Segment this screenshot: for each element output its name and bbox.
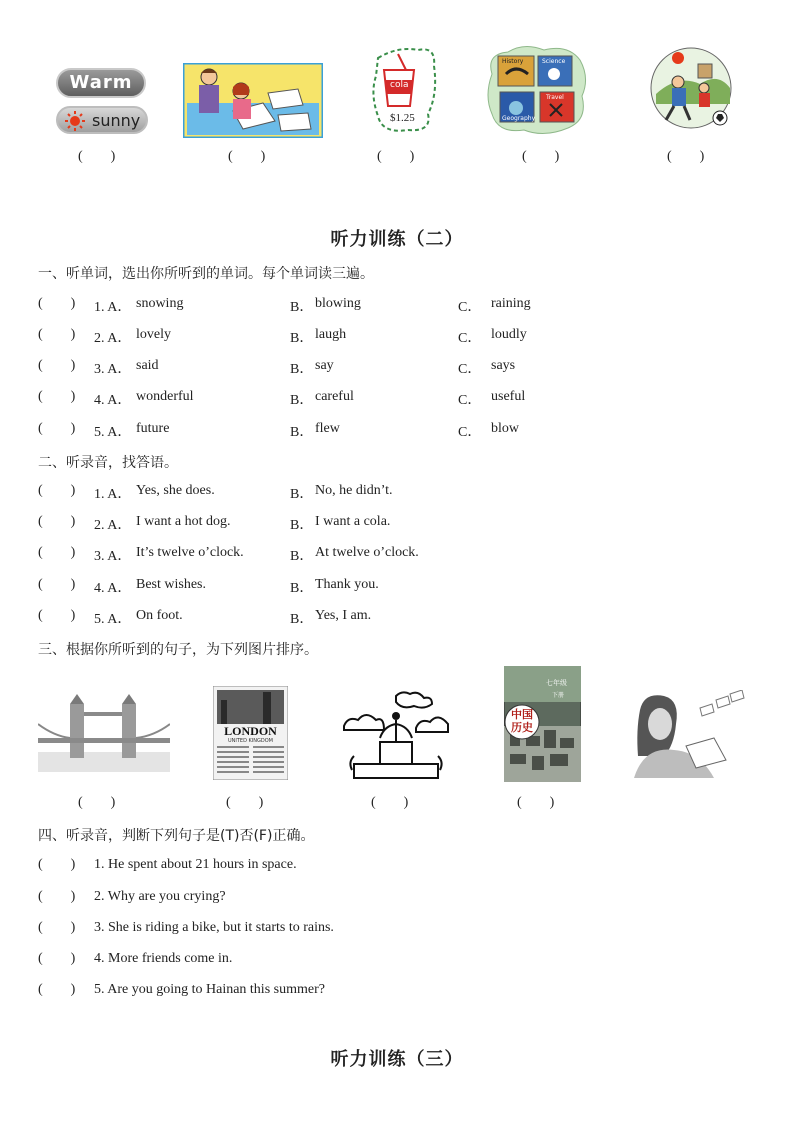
option-b: No, he didn’t. (315, 483, 393, 498)
answer-blank-top-5[interactable]: ( ) (667, 149, 705, 164)
answer-blank-top-3[interactable]: ( ) (377, 149, 415, 164)
option-b-label: B． (290, 581, 314, 596)
sun-icon (64, 110, 86, 132)
answer-blank[interactable]: ( ) (38, 389, 76, 404)
question-number: 5. A． (94, 425, 132, 440)
answer-blank[interactable]: ( ) (38, 920, 76, 935)
option-b-label: B． (290, 331, 314, 346)
answer-blank[interactable]: ( ) (38, 545, 76, 560)
option-a: It’s twelve o’clock. (136, 545, 244, 560)
option-b: careful (315, 389, 354, 404)
s1-question-4 (38, 389, 758, 409)
option-c-label: C． (458, 300, 482, 315)
option-b: Yes, I am. (315, 608, 372, 623)
question-number: 4. A． (94, 393, 132, 408)
option-c: says (491, 358, 516, 373)
answer-blank[interactable]: ( ) (38, 608, 76, 623)
option-a: I want a hot dog. (136, 514, 231, 529)
tower-bridge-picture (38, 694, 170, 772)
fountain-illustration (340, 690, 452, 782)
answer-blank[interactable]: ( ) (38, 577, 76, 592)
answer-blank[interactable]: ( ) (38, 483, 76, 498)
answer-blank[interactable]: ( ) (38, 358, 76, 373)
option-b-label: B． (290, 487, 314, 502)
option-b-label: B． (290, 300, 314, 315)
option-a: On foot. (136, 608, 183, 623)
s4-question-4 (38, 951, 758, 971)
sunny-word: sunny (92, 111, 141, 130)
answer-blank[interactable]: ( ) (38, 857, 76, 872)
answer-blank[interactable]: ( ) (38, 982, 76, 997)
answer-blank-top-2[interactable]: ( ) (228, 149, 266, 164)
book-label-history: History (502, 58, 524, 65)
book-label-geography: Geography (502, 115, 536, 122)
answer-blank-top-1[interactable]: ( ) (78, 149, 116, 164)
statement-text: 5. Are you going to Hainan this summer? (94, 982, 325, 997)
section-4-heading: 四、听录音，判断下列句子是(T)否(F)正确。 (38, 828, 315, 844)
option-b-label: B． (290, 612, 314, 627)
s2-question-3 (38, 545, 758, 565)
answer-blank[interactable]: ( ) (38, 421, 76, 436)
girl-letter-picture (634, 690, 746, 778)
book-label-travel: Travel (546, 94, 564, 101)
option-a: Yes, she does. (136, 483, 215, 498)
history-book-picture (504, 666, 581, 782)
book-label-science: Science (542, 58, 566, 65)
cola-picture (368, 44, 440, 134)
weather-picture (54, 66, 150, 138)
option-b: flew (315, 421, 340, 436)
answer-blank[interactable]: ( ) (38, 951, 76, 966)
option-b: blowing (315, 296, 361, 311)
option-a: lovely (136, 327, 171, 342)
practice-3-title: 听力训练（三） (330, 1049, 464, 1070)
answer-blank-s3-2[interactable]: ( ) (226, 795, 264, 810)
cola-cup-label: cola (390, 80, 409, 90)
option-c: loudly (491, 327, 527, 342)
s1-question-2 (38, 327, 758, 347)
s1-question-1 (38, 296, 758, 316)
london-newspaper-picture (213, 686, 288, 780)
newspaper-title: LONDON (224, 724, 277, 738)
warm-word: Warm (69, 72, 133, 93)
option-c-label: C． (458, 331, 482, 346)
s2-question-2 (38, 514, 758, 534)
cola-price: $1.25 (390, 112, 415, 124)
answer-blank[interactable]: ( ) (38, 889, 76, 904)
question-number: 3. A． (94, 549, 132, 564)
question-number: 2. A． (94, 518, 132, 533)
s4-question-3 (38, 920, 758, 940)
option-b: laugh (315, 327, 347, 342)
section-2-heading: 二、听录音，找答语。 (38, 455, 178, 471)
option-c: useful (491, 389, 526, 404)
answer-blank[interactable]: ( ) (38, 296, 76, 311)
statement-text: 4. More friends come in. (94, 951, 233, 966)
option-a: Best wishes. (136, 577, 206, 592)
girl-letter-illustration (634, 690, 746, 778)
statement-text: 1. He spent about 21 hours in space. (94, 857, 297, 872)
sunny-button-graphic (56, 106, 148, 134)
option-c: raining (491, 296, 531, 311)
statement-text: 2. Why are you crying? (94, 889, 226, 904)
option-b-label: B． (290, 393, 314, 408)
statement-text: 3. She is riding a bike, but it starts to rains. (94, 920, 334, 935)
answer-blank-s3-4[interactable]: ( ) (517, 795, 555, 810)
books-picture (484, 44, 588, 136)
question-number: 1. A． (94, 487, 132, 502)
football-picture (648, 44, 734, 132)
football-illustration (648, 44, 734, 132)
answer-blank[interactable]: ( ) (38, 327, 76, 342)
option-b: Thank you. (315, 577, 379, 592)
section-1-heading: 一、听单词，选出你所听到的单词。每个单词读三遍。 (38, 266, 374, 282)
question-number: 5. A． (94, 612, 132, 627)
option-c-label: C． (458, 362, 482, 377)
s1-question-5 (38, 421, 758, 441)
s1-question-3 (38, 358, 758, 378)
s2-question-5 (38, 608, 758, 628)
option-b: At twelve o’clock. (315, 545, 419, 560)
answer-blank-top-4[interactable]: ( ) (522, 149, 560, 164)
option-a: future (136, 421, 170, 436)
s4-question-2 (38, 889, 758, 909)
question-number: 4. A． (94, 581, 132, 596)
tower-bridge-illustration (38, 694, 170, 772)
kids-drawing-picture (183, 63, 323, 138)
option-b-label: B． (290, 362, 314, 377)
option-a: snowing (136, 296, 184, 311)
option-b-label: B． (290, 425, 314, 440)
option-a: said (136, 358, 159, 373)
kids-drawing-illustration (183, 63, 323, 138)
option-b-label: B． (290, 549, 314, 564)
newspaper-subtitle: UNITED KINGDOM (228, 738, 273, 744)
question-number: 1. A． (94, 300, 132, 315)
practice-2-title: 听力训练（二） (330, 229, 464, 250)
option-a: wonderful (136, 389, 194, 404)
s2-question-4 (38, 577, 758, 597)
s4-question-5 (38, 982, 758, 1002)
question-number: 3. A． (94, 362, 132, 377)
answer-blank[interactable]: ( ) (38, 514, 76, 529)
history-book-volume: 下册 (552, 692, 565, 699)
history-book-title: 中国历史 (511, 708, 533, 734)
option-c: blow (491, 421, 519, 436)
option-c-label: C． (458, 425, 482, 440)
park-fountain-picture (340, 690, 452, 782)
option-b: say (315, 358, 334, 373)
s4-question-1 (38, 857, 758, 877)
option-c-label: C． (458, 393, 482, 408)
question-number: 2. A． (94, 331, 132, 346)
section-3-heading: 三、根据你所听到的句子，为下列图片排序。 (38, 642, 318, 658)
option-b-label: B． (290, 518, 314, 533)
books-illustration (484, 44, 588, 136)
answer-blank-s3-3[interactable]: ( ) (371, 795, 409, 810)
answer-blank-s3-1[interactable]: ( ) (78, 795, 116, 810)
history-book-grade: 七年级 (546, 679, 567, 687)
option-b: I want a cola. (315, 514, 391, 529)
warm-button-graphic (56, 68, 146, 98)
s2-question-1 (38, 483, 758, 503)
